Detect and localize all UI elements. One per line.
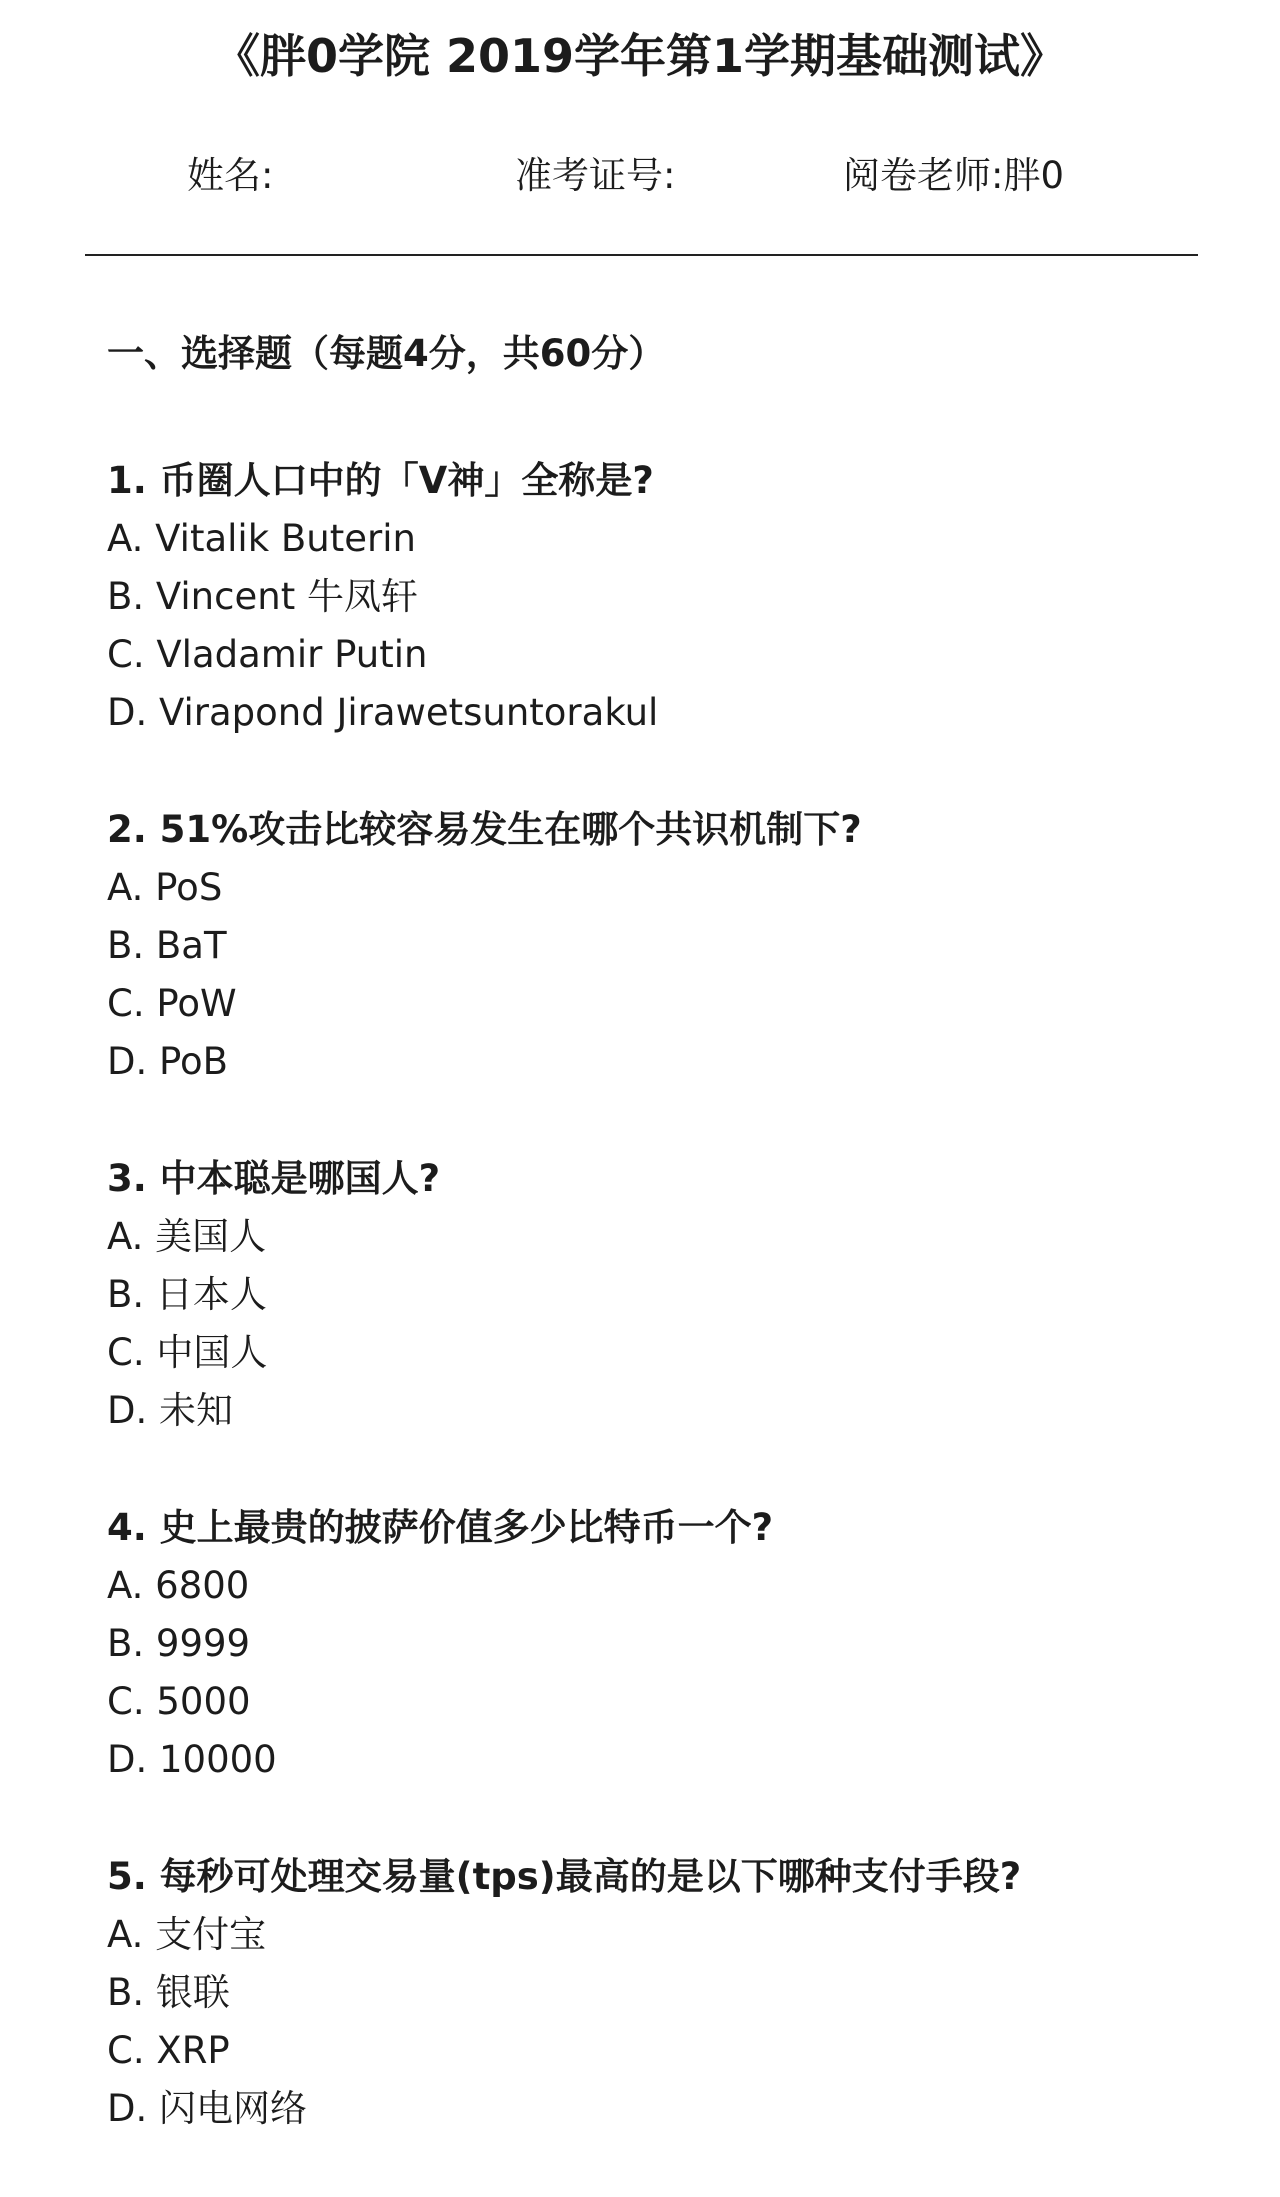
question-text: 1. 币圈人口中的「V神」全称是? [107, 459, 654, 502]
header-divider [85, 254, 1198, 256]
option-c: C. PoW [107, 982, 237, 1025]
option-b: B. BaT [107, 924, 227, 967]
option-c: C. 5000 [107, 1680, 251, 1723]
name-label: 姓名: [187, 154, 274, 197]
question-4 [107, 1499, 1207, 1848]
option-c: C. 中国人 [107, 1331, 268, 1374]
option-d: D. 10000 [107, 1738, 277, 1781]
question-text: 2. 51%攻击比较容易发生在哪个共识机制下? [107, 808, 862, 851]
option-c: C. Vladamir Putin [107, 633, 428, 676]
option-a: A. 6800 [107, 1564, 250, 1607]
question-text: 3. 中本聪是哪国人? [107, 1157, 441, 1200]
option-d: D. PoB [107, 1040, 229, 1083]
teacher-label: 阅卷老师:胖0 [843, 154, 1065, 197]
option-b: B. 银联 [107, 1971, 230, 2014]
option-d: D. 闪电网络 [107, 2087, 308, 2130]
option-b: B. Vincent 牛凤轩 [107, 575, 418, 618]
option-d: D. Virapond Jirawetsuntorakul [107, 691, 659, 734]
option-a: A. PoS [107, 866, 223, 909]
question-text: 4. 史上最贵的披萨价值多少比特币一个? [107, 1506, 774, 1549]
option-a: A. 美国人 [107, 1215, 267, 1258]
question-list [107, 452, 1207, 2197]
option-a: A. Vitalik Buterin [107, 517, 416, 560]
option-c: C. XRP [107, 2029, 230, 2072]
exam-title: 《胖0学院 2019学年第1学期基础测试》 [213, 29, 1067, 83]
option-b: B. 日本人 [107, 1273, 267, 1316]
question-2 [107, 801, 1207, 1150]
section-heading: 一、选择题（每题4分，共60分） [107, 332, 666, 375]
question-5 [107, 1848, 1207, 2197]
option-b: B. 9999 [107, 1622, 251, 1665]
question-text: 5. 每秒可处理交易量(tps)最高的是以下哪种支付手段? [107, 1855, 1022, 1898]
question-1 [107, 452, 1207, 801]
option-d: D. 未知 [107, 1389, 234, 1432]
candidate-info-row [0, 138, 1280, 214]
exam-id-label: 准考证号: [515, 154, 676, 197]
option-a: A. 支付宝 [107, 1913, 267, 1956]
question-3 [107, 1150, 1207, 1499]
